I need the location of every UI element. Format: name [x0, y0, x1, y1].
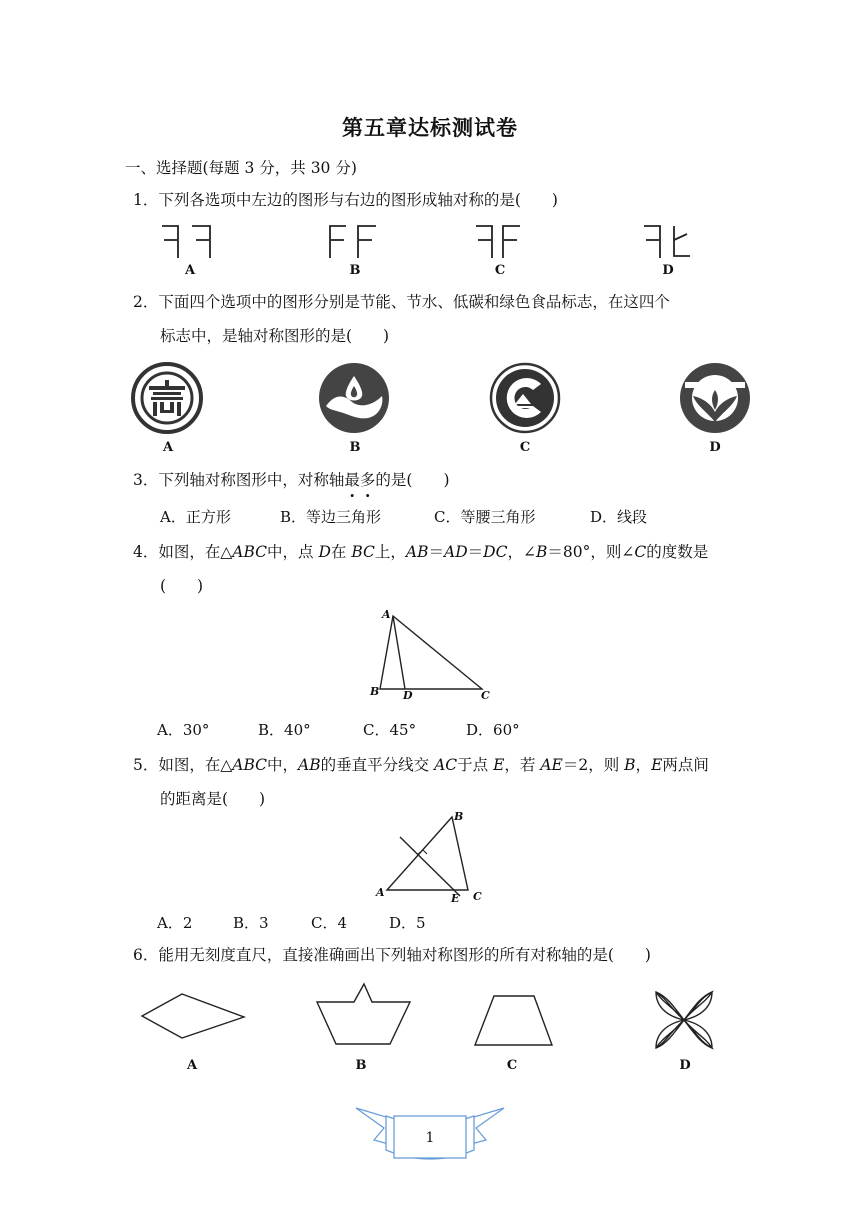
q5-option-d: D．5	[389, 914, 426, 932]
q1-figure-a	[160, 220, 220, 262]
q4-label-d: D	[403, 689, 413, 702]
q1-label-b: B	[349, 263, 361, 278]
emphasis-dot: 最	[344, 471, 360, 489]
q1-figure-d	[642, 220, 702, 262]
green-food-logo-icon	[679, 362, 751, 434]
energy-saving-logo-icon	[131, 362, 203, 434]
emphasis-dot: 多	[359, 471, 376, 489]
low-carbon-logo-icon	[489, 362, 561, 434]
q6-crown-figure	[314, 980, 414, 1048]
q1-label-c: C	[494, 263, 506, 278]
q3-option-c: C．等腰三角形	[434, 508, 536, 526]
q6-kite-figure	[138, 990, 250, 1046]
question-6-text: 6．能用无刻度直尺，直接准确画出下列轴对称图形的所有对称轴的是( )	[133, 946, 651, 964]
q5-label-a: A	[376, 886, 385, 899]
question-3-text: 3．下列轴对称图形中，对称轴最多的是( )	[133, 471, 450, 489]
q6-label-b: B	[355, 1058, 367, 1073]
q5-option-a: A．2	[157, 914, 193, 932]
question-2-line1: 2．下面四个选项中的图形分别是节能、节水、低碳和绿色食品标志，在这四个	[133, 293, 670, 311]
q6-label-a: A	[186, 1058, 198, 1073]
q4-option-d: D．60°	[466, 721, 520, 739]
q6-flower-figure	[652, 988, 716, 1052]
q6-label-c: C	[506, 1058, 518, 1073]
q4-label-a: A	[382, 608, 391, 621]
q4-option-b: B．40°	[258, 721, 311, 739]
page-number: 1	[425, 1130, 435, 1146]
q2-label-a: A	[162, 440, 174, 455]
q4-option-a: A．30°	[157, 721, 210, 739]
q1-label-d: D	[662, 263, 674, 278]
question-5-line2: 的距离是( )	[160, 790, 266, 808]
q3-option-b: B．等边三角形	[280, 508, 382, 526]
q2-label-b: B	[349, 440, 361, 455]
q5-option-b: B．3	[233, 914, 269, 932]
q1-figure-b	[328, 220, 388, 262]
q6-trapezoid-figure	[472, 993, 556, 1049]
q2-label-d: D	[709, 440, 721, 455]
q1-label-a: A	[184, 263, 196, 278]
q4-option-c: C．45°	[363, 721, 417, 739]
q6-label-d: D	[679, 1058, 691, 1073]
question-4-line2: ( )	[160, 577, 204, 595]
q3-option-d: D．线段	[590, 508, 648, 526]
section-header: 一、选择题(每题 3 分，共 30 分)	[125, 159, 357, 177]
q3-option-a: A．正方形	[160, 508, 231, 526]
q2-label-c: C	[519, 440, 531, 455]
q5-label-e: E	[451, 892, 460, 905]
question-5-line1: 5．如图，在△ABC中，AB的垂直平分线交 AC于点 E，若 AE＝2，则 B，E两点间	[133, 756, 709, 774]
q4-label-b: B	[370, 685, 380, 698]
page-title: 第五章达标测试卷	[342, 115, 518, 140]
q4-label-c: C	[481, 689, 490, 702]
q5-label-c: C	[473, 890, 482, 903]
water-saving-logo-icon	[318, 362, 390, 434]
q1-figure-c	[474, 220, 534, 262]
question-4-line1: 4．如图，在△ABC中，点 D在 BC上，AB＝AD＝DC，∠B＝80°，则∠C的度数是	[133, 543, 709, 561]
q5-option-c: C．4	[311, 914, 348, 932]
question-1-text: 1．下列各选项中左边的图形与右边的图形成轴对称的是( )	[133, 191, 558, 209]
q5-label-b: B	[454, 810, 464, 823]
question-2-line2: 标志中，是轴对称图形的是( )	[160, 327, 390, 345]
